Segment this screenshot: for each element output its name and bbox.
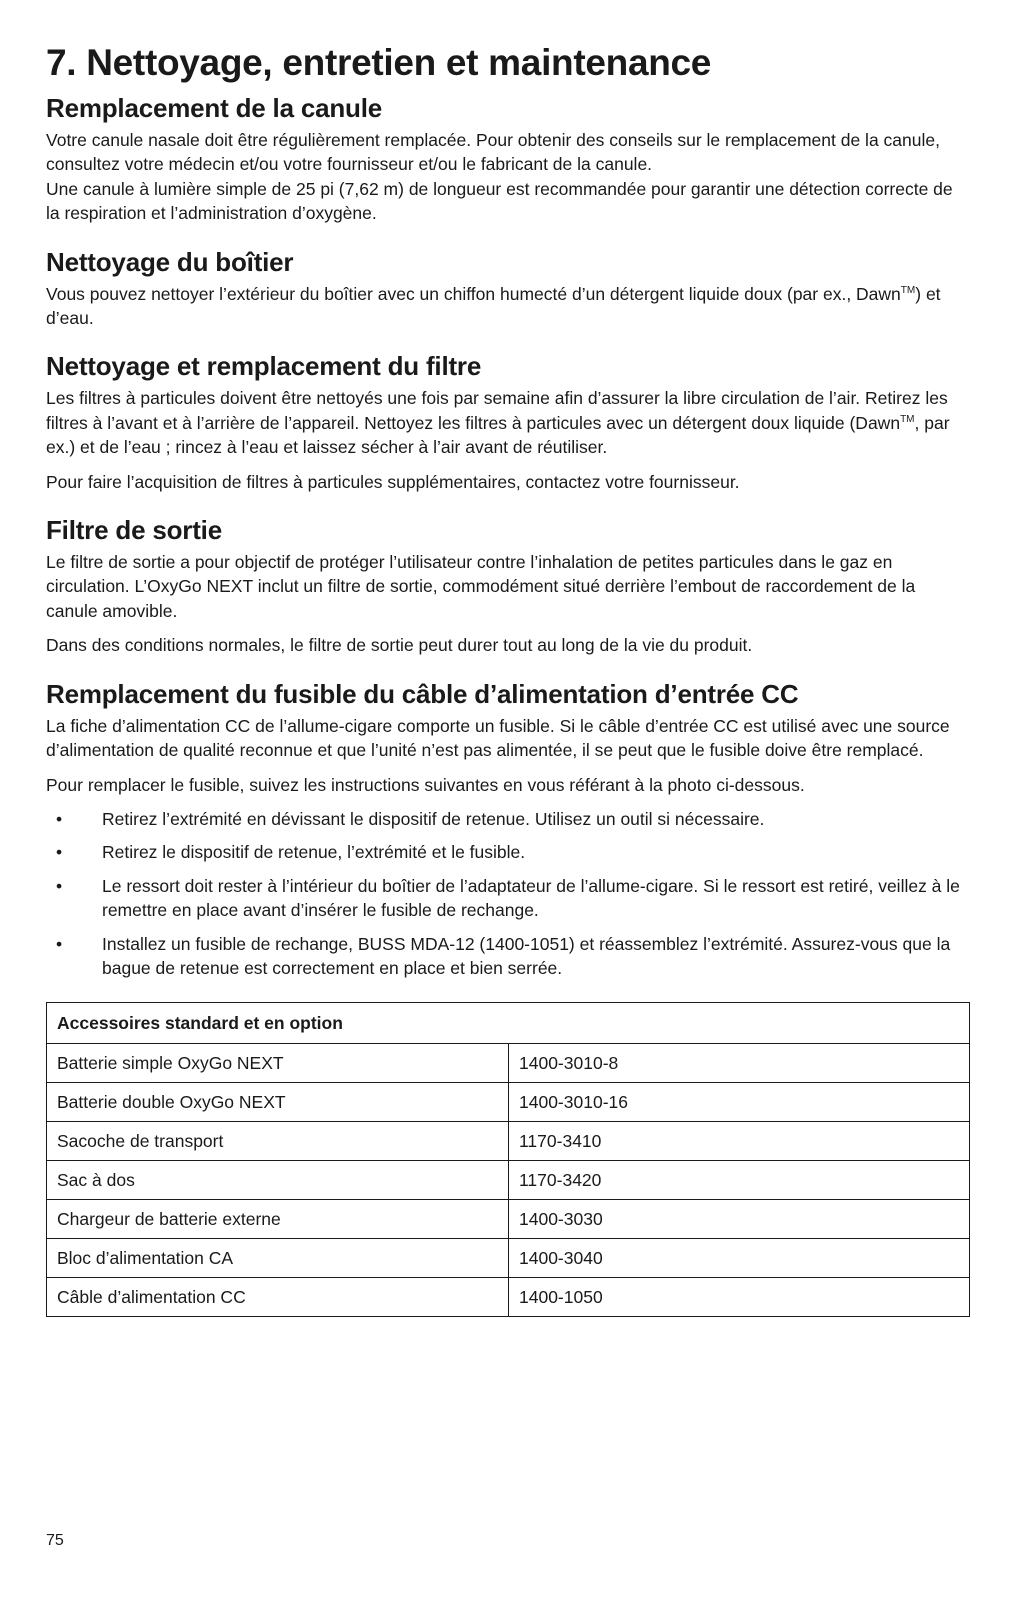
table-row (47, 1239, 970, 1278)
table-cell-part-number: 1170-3420 (509, 1161, 970, 1200)
trademark-mark: TM (900, 414, 915, 426)
paragraph-filtre-2: Pour faire l’acquisition de filtres à particules supplémentaires, contactez votre fournisseur. (46, 471, 740, 492)
heading-canule: Remplacement de la canule (46, 93, 383, 123)
fuse-steps-list (46, 807, 970, 980)
page-title: 7. Nettoyage, entretien et maintenance (46, 42, 712, 83)
heading-filtre: Nettoyage et remplacement du filtre (46, 351, 482, 382)
list-item (46, 840, 970, 864)
list-item-text: Installez un fusible de rechange, BUSS MDA-12 (1400-1051) et réassemblez l’extrémité. Assurez-vous que la bague de retenue est correctement en place et bien serrée. (102, 933, 951, 978)
page-content (46, 40, 970, 1317)
list-item (46, 874, 970, 923)
paragraph-canule-2: Une canule à lumière simple de 25 pi (7,62 m) de longueur est recommandée pour garantir une détection correcte de la respiration et l’administration d’oxygène. (46, 178, 953, 224)
bullet-marker: • (56, 842, 63, 863)
page-number: 75 (46, 1532, 64, 1549)
boitier-text-a: Vous pouvez nettoyer l’extérieur du boîtier avec un chiffon humecté d’un détergent liquide doux (par ex., Dawn (46, 283, 901, 304)
paragraph-boitier (46, 282, 970, 331)
list-item (46, 932, 970, 981)
table-cell-part-number: 1400-3010-16 (509, 1083, 970, 1122)
paragraph-fusible-2: Pour remplacer le fusible, suivez les instructions suivantes en vous référant à la photo ci-dessous. (46, 774, 805, 795)
paragraph-filtre-1 (46, 386, 970, 459)
paragraph-fusible-1: La fiche d’alimentation CC de l’allume-cigare comporte un fusible. Si le câble d’entrée CC est utilisé avec une source d’alimentation de qualité reconnue et que l’unité n’est pas alimentée, il se peut que le fusible doive être remplacé. (46, 715, 950, 761)
bullet-marker: • (56, 933, 63, 954)
table-cell-part-number: 1400-3030 (509, 1200, 970, 1239)
heading-sortie: Filtre de sortie (46, 515, 222, 546)
paragraph-sortie-1: Le filtre de sortie a pour objectif de protéger l’utilisateur contre l’inhalation de petites particules dans le gaz en circulation. L’OxyGo NEXT inclut un filtre de sortie, commodément situé derrière l’embout de raccordement de la canule amovible. (46, 552, 916, 621)
table-cell-item: Bloc d’alimentation CA (47, 1239, 509, 1278)
boitier-text-b: ) et d’eau. (46, 283, 941, 329)
accessories-table (46, 1002, 970, 1317)
table-row (47, 1044, 970, 1083)
list-item (46, 807, 970, 831)
table-row (47, 1122, 970, 1161)
table-row (47, 1161, 970, 1200)
table-cell-item: Sac à dos (47, 1161, 509, 1200)
list-item-text: Retirez le dispositif de retenue, l’extrémité et le fusible. (102, 842, 526, 863)
paragraph-canule-1: Votre canule nasale doit être régulièrement remplacée. Pour obtenir des conseils sur le remplacement de la canule, consultez votre médecin et/ou votre fournisseur et/ou le fabricant de la canule. (46, 130, 940, 175)
table-cell-part-number: 1400-3040 (509, 1239, 970, 1278)
trademark-mark: TM (900, 284, 916, 296)
table-row (47, 1200, 970, 1239)
table-cell-item: Chargeur de batterie externe (47, 1200, 509, 1239)
heading-fusible: Remplacement du fusible du câble d’alimentation d’entrée CC (46, 678, 799, 709)
bullet-marker: • (56, 875, 63, 896)
filtre-text-a: Les filtres à particules doivent être nettoyés une fois par semaine afin d’assurer la libre circulation de l’air. Retirez les filtres à l’avant et à l’arrière de l’appareil. Nettoyez les filtres à particules avec un détergent doux liquide (Dawn (46, 388, 948, 433)
table-header-row (47, 1003, 970, 1044)
table-cell-part-number: 1400-3010-8 (509, 1044, 970, 1083)
table-header: Accessoires standard et en option (47, 1003, 970, 1044)
list-item-text: Le ressort doit rester à l’intérieur du boîtier de l’adaptateur de l’allume-cigare. Si le ressort est retiré, veillez à le remettre en place avant d’insérer le fusible de rechange. (102, 875, 960, 921)
table-cell-item: Sacoche de transport (47, 1122, 509, 1161)
filtre-text-b: , par ex.) et de l’eau ; rincez à l’eau et laissez sécher à l’air avant de réutiliser. (46, 412, 950, 458)
list-item-text: Retirez l’extrémité en dévissant le dispositif de retenue. Utilisez un outil si nécessaire. (102, 808, 765, 829)
table-row (47, 1083, 970, 1122)
bullet-marker: • (56, 808, 63, 829)
table-cell-item: Batterie double OxyGo NEXT (47, 1083, 509, 1122)
heading-boitier: Nettoyage du boîtier (46, 246, 294, 277)
table-cell-part-number: 1170-3410 (509, 1122, 970, 1161)
table-cell-item: Câble d’alimentation CC (47, 1278, 509, 1317)
table-cell-part-number: 1400-1050 (509, 1278, 970, 1317)
table-row (47, 1278, 970, 1317)
table-cell-item: Batterie simple OxyGo NEXT (47, 1044, 509, 1083)
paragraph-sortie-2: Dans des conditions normales, le filtre de sortie peut durer tout au long de la vie du produit. (46, 635, 753, 656)
